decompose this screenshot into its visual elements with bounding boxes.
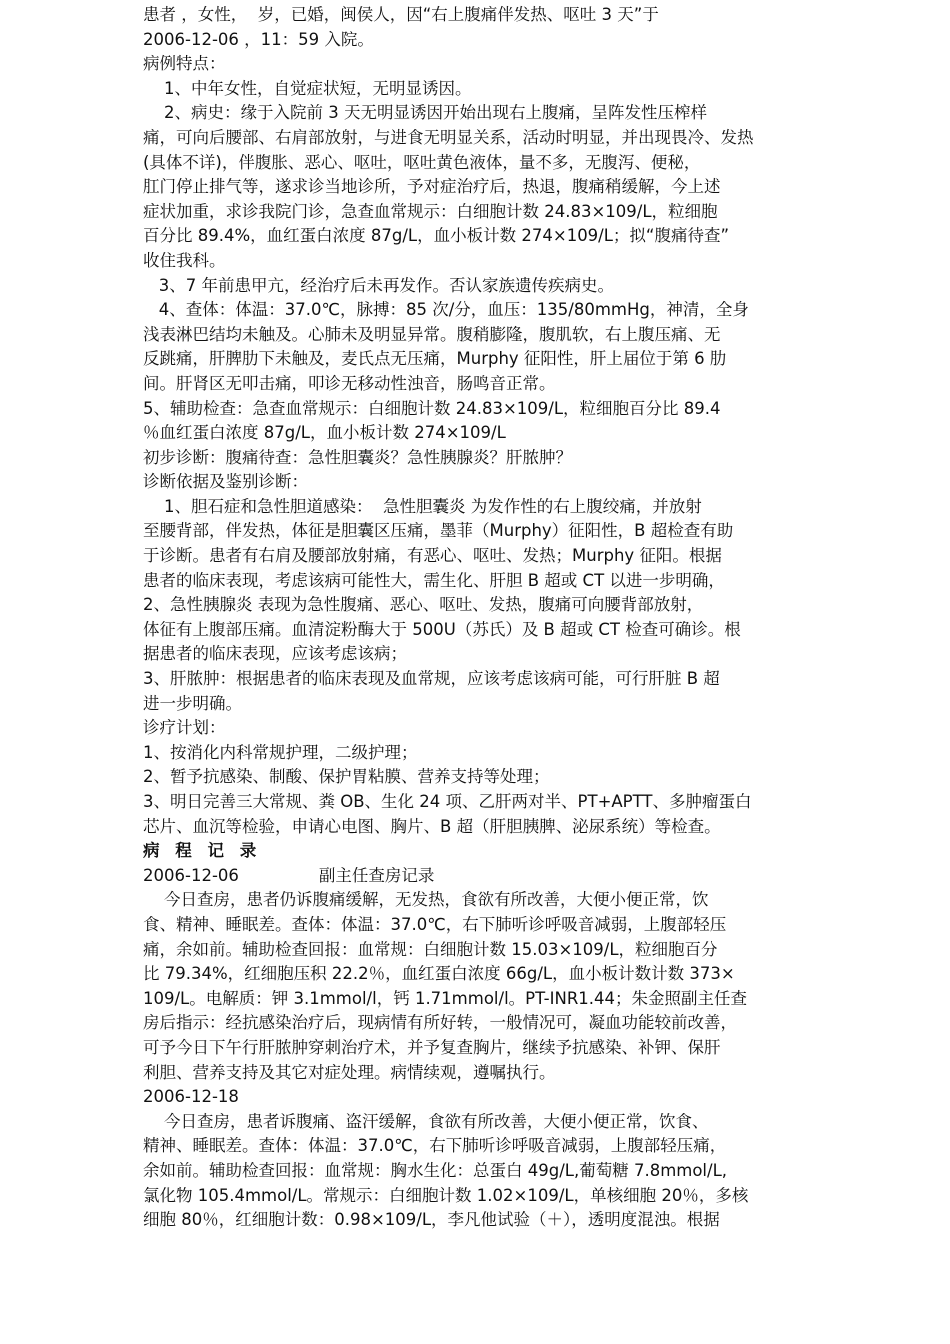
text-line: 间。肝肾区无叩击痛，叩诊无移动性浊音，肠鸣音正常。: [143, 373, 556, 393]
record-date: 2006-12-06: [143, 865, 239, 885]
text-line: 今日查房，患者诉腹痛、盗汗缓解，食欲有所改善，大便小便正常，饮食、: [143, 1111, 709, 1131]
text-line: 患者的临床表现，考虑该病可能性大，需生化、肝胆 B 超或 CT 以进一步明确，: [143, 570, 725, 590]
section-heading: 诊疗计划：: [143, 718, 226, 738]
text-line: 体征有上腹部压痛。血清淀粉酶大于 500U（苏氏）及 B 超或 CT 检查可确诊。根: [143, 619, 741, 639]
text-line: 食、精神、睡眠差。查体：体温：37.0℃，右下肺听诊呼吸音减弱，上腹部轻压: [143, 914, 727, 934]
text-line: 进一步明确。: [143, 693, 242, 713]
medical-record-text: [143, 3, 865, 1233]
text-line: 4、查体：体温：37.0℃，脉搏：85 次/分，血压：135/80mmHg，神清，全身: [143, 300, 749, 320]
text-line: ％血红蛋白浓度 87g/L，血小板计数 274×109/L: [143, 423, 506, 443]
text-line: 肛门停止排气等，遂求诊当地诊所，予对症治疗后，热退，腹痛稍缓解，今上述: [143, 177, 721, 197]
section-heading: 诊断依据及鉴别诊断：: [143, 472, 308, 492]
text-line: 余如前。辅助检查回报：血常规：胸水生化：总蛋白 49g/L,葡萄糖 7.8mmol/L,: [143, 1160, 728, 1180]
text-line: 3、7 年前患甲亢，经治疗后未再发作。否认家族遗传疾病史。: [143, 275, 614, 295]
text-line: 精神、睡眠差。查体：体温：37.0℃，右下肺听诊呼吸音减弱，上腹部轻压痛，: [143, 1136, 727, 1156]
text-line: 芯片、血沉等检验，申请心电图、胸片、B 超（肝胆胰脾、泌尿系统）等检查。: [143, 816, 721, 836]
text-line: 反跳痛，肝脾肋下未触及，麦氏点无压痛，Murphy 征阳性，肝上届位于第 6 肋: [143, 349, 727, 369]
text-line: 至腰背部，伴发热，体征是胆囊区压痛，墨菲（Murphy）征阳性，B 超检查有助: [143, 521, 734, 541]
text-line: 痛，可向后腰部、右肩部放射，与进食无明显关系，活动时明显，并出现畏冷、发热: [143, 127, 754, 147]
text-line: 2、暂予抗感染、制酸、保护胃粘膜、营养支持等处理；: [143, 767, 550, 787]
text-line: 百分比 89.4%，血红蛋白浓度 87g/L，血小板计数 274×109/L；拟“腹痛待查”: [143, 226, 730, 246]
text-line: 2、急性胰腺炎 表现为急性腹痛、恶心、呕吐、发热，腹痛可向腰背部放射，: [143, 595, 704, 615]
text-line: 5、辅助检查：急查血常规示：白细胞计数 24.83×109/L，粒细胞百分比 89.4: [143, 398, 721, 418]
text-line: 今日查房，患者仍诉腹痛缓解，无发热，食欲有所改善，大便小便正常，饮: [143, 890, 709, 910]
text-line: 3、明日完善三大常规、粪 OB、生化 24 项、乙肝两对半、PT+APTT、多肿瘤蛋白: [143, 792, 752, 811]
text-line: 症状加重，求诊我院门诊，急查血常规示：白细胞计数 24.83×109/L，粒细胞: [143, 201, 718, 221]
text-line: 患者 ，女性， 岁，已婚，闽侯人，因“右上腹痛伴发热、呕吐 3 天”于: [143, 5, 659, 24]
text-line: 初步诊断：腹痛待查：急性胆囊炎？急性胰腺炎？肝脓肿？: [143, 447, 572, 467]
record-title: 副主任查房记录: [318, 865, 435, 885]
text-line: 1、胆石症和急性胆道感染： 急性胆囊炎 为发作性的右上腹绞痛，并放射: [143, 496, 702, 516]
record-header: [143, 864, 865, 889]
text-line: 2、病史：缘于入院前 3 天无明显诱因开始出现右上腹痛，呈阵发性压榨样: [143, 103, 707, 123]
text-line: 细胞 80％，红细胞计数：0.98×109/L，李凡他试验（＋），透明度混浊。根据: [143, 1210, 720, 1230]
course-record-heading: 病 程 记 录: [143, 841, 262, 861]
text-line: 1、按消化内科常规护理，二级护理；: [143, 742, 418, 762]
section-heading: 病例特点：: [143, 54, 226, 74]
text-line: 比 79.34%，红细胞压积 22.2％，血红蛋白浓度 66g/L，血小板计数计数 373×: [143, 964, 735, 984]
text-line: 可予今日下午行肝脓肿穿刺治疗术，并予复查胸片，继续予抗感染、补钾、保肝: [143, 1037, 721, 1057]
text-line: 收住我科。: [143, 250, 226, 270]
text-line: 3、肝脓肿：根据患者的临床表现及血常规，应该考虑该病可能，可行肝脏 B 超: [143, 669, 720, 689]
text-line: 痛，余如前。辅助检查回报：血常规：白细胞计数 15.03×109/L，粒细胞百分: [143, 939, 718, 959]
text-line: 利胆、营养支持及其它对症处理。病情续观，遵嘱执行。: [143, 1062, 556, 1082]
text-line: 浅表淋巴结均未触及。心肺未及明显异常。腹稍膨隆，腹肌软，右上腹压痛、无: [143, 324, 721, 344]
text-line: 据患者的临床表现，应该考虑该病；: [143, 644, 407, 664]
text-line: 2006-12-06 ，11：59 入院。: [143, 29, 374, 49]
text-line: (具体不详)，伴腹胀、恶心、呕吐，呕吐黄色液体，量不多，无腹泻、便秘，: [143, 152, 701, 172]
record-date: 2006-12-18: [143, 1087, 239, 1107]
text-line: 氯化物 105.4mmol/L。常规示：白细胞计数 1.02×109/L，单核细胞 20％，多核: [143, 1185, 749, 1205]
text-line: 于诊断。患者有右肩及腰部放射痛，有恶心、呕吐、发热；Murphy 征阳。根据: [143, 546, 722, 566]
text-line: 109/L。电解质：钾 3.1mmol/l，钙 1.71mmol/l。PT-INR1.44；朱金照副主任查: [143, 988, 748, 1008]
text-line: 1、中年女性，自觉症状短，无明显诱因。: [143, 78, 472, 98]
text-line: 房后指示：经抗感染治疗后，现病情有所好转，一般情况可，凝血功能较前改善，: [143, 1013, 737, 1033]
